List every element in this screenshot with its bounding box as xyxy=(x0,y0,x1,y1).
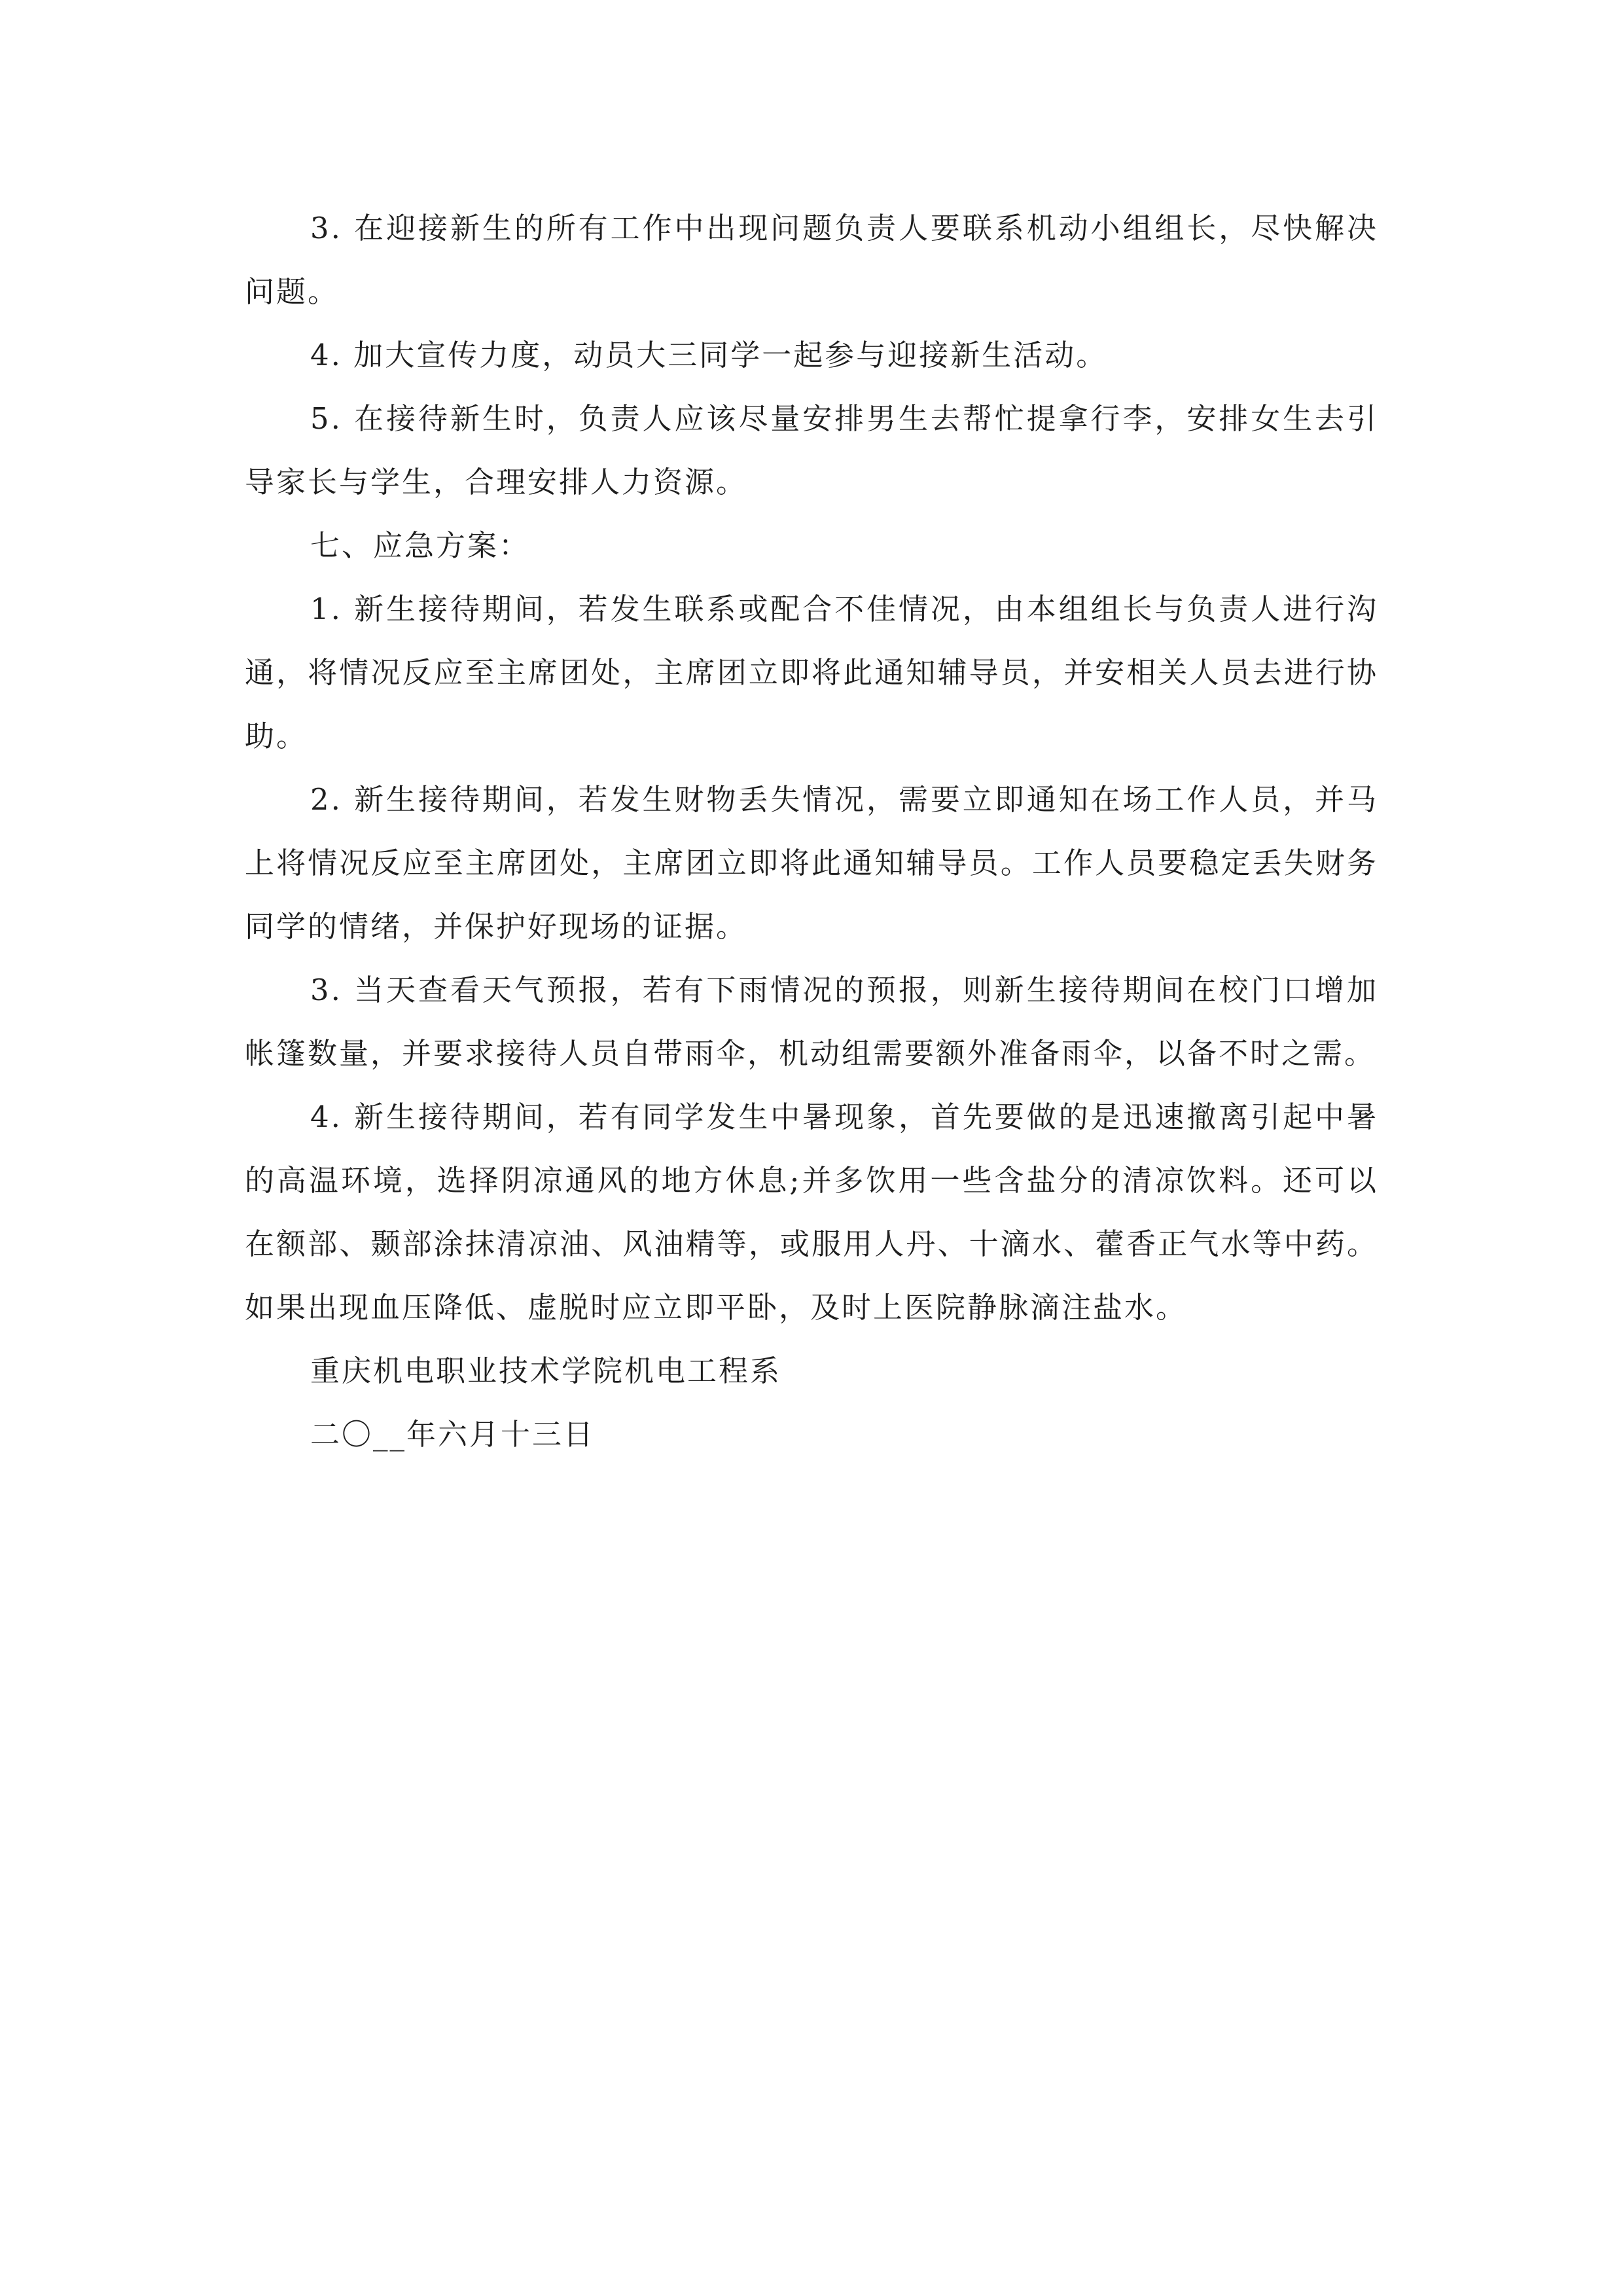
paragraph-item-4: 4. 加大宣传力度，动员大三同学一起参与迎接新生活动。 xyxy=(310,338,1108,372)
signature-organization: 重庆机电职业技术学院机电工程系 xyxy=(310,1354,782,1388)
signature-date: 二〇__年六月十三日 xyxy=(310,1417,596,1452)
emergency-item-4: 4. 新生接待期间，若有同学发生中暑现象，首先要做的是迅速撤离引起中暑的高温环境，选择阴凉通风的地方休息;并多饮用一些含盐分的清凉饮料。还可以在额部、颞部涂抹清凉油、风油精等，或服用人丹、十滴水、藿香正气水等中药。如果出现血压降低、虚脱时应立即平卧，及时上医院静脉滴注盐水。 xyxy=(245,1100,1378,1325)
paragraph-item-5: 5. 在接待新生时，负责人应该尽量安排男生去帮忙提拿行李，安排女生去引导家长与学生，合理安排人力资源。 xyxy=(245,401,1378,499)
paragraph-item-3: 3. 在迎接新生的所有工作中出现问题负责人要联系机动小组组长，尽快解决问题。 xyxy=(245,211,1378,309)
emergency-item-1: 1. 新生接待期间，若发生联系或配合不佳情况，由本组组长与负责人进行沟通，将情况反应至主席团处，主席团立即将此通知辅导员，并安相关人员去进行协助。 xyxy=(245,592,1378,753)
section-heading-emergency-plan: 七、应急方案： xyxy=(310,528,531,563)
emergency-item-3: 3. 当天查看天气预报，若有下雨情况的预报，则新生接待期间在校门口增加帐篷数量，并要求接待人员自带雨伞，机动组需要额外准备雨伞，以备不时之需。 xyxy=(245,973,1378,1071)
document-body xyxy=(245,196,1378,1466)
emergency-item-2: 2. 新生接待期间，若发生财物丢失情况，需要立即通知在场工作人员，并马上将情况反应至主席团处，主席团立即将此通知辅导员。工作人员要稳定丢失财务同学的情绪，并保护好现场的证据。 xyxy=(245,782,1378,944)
